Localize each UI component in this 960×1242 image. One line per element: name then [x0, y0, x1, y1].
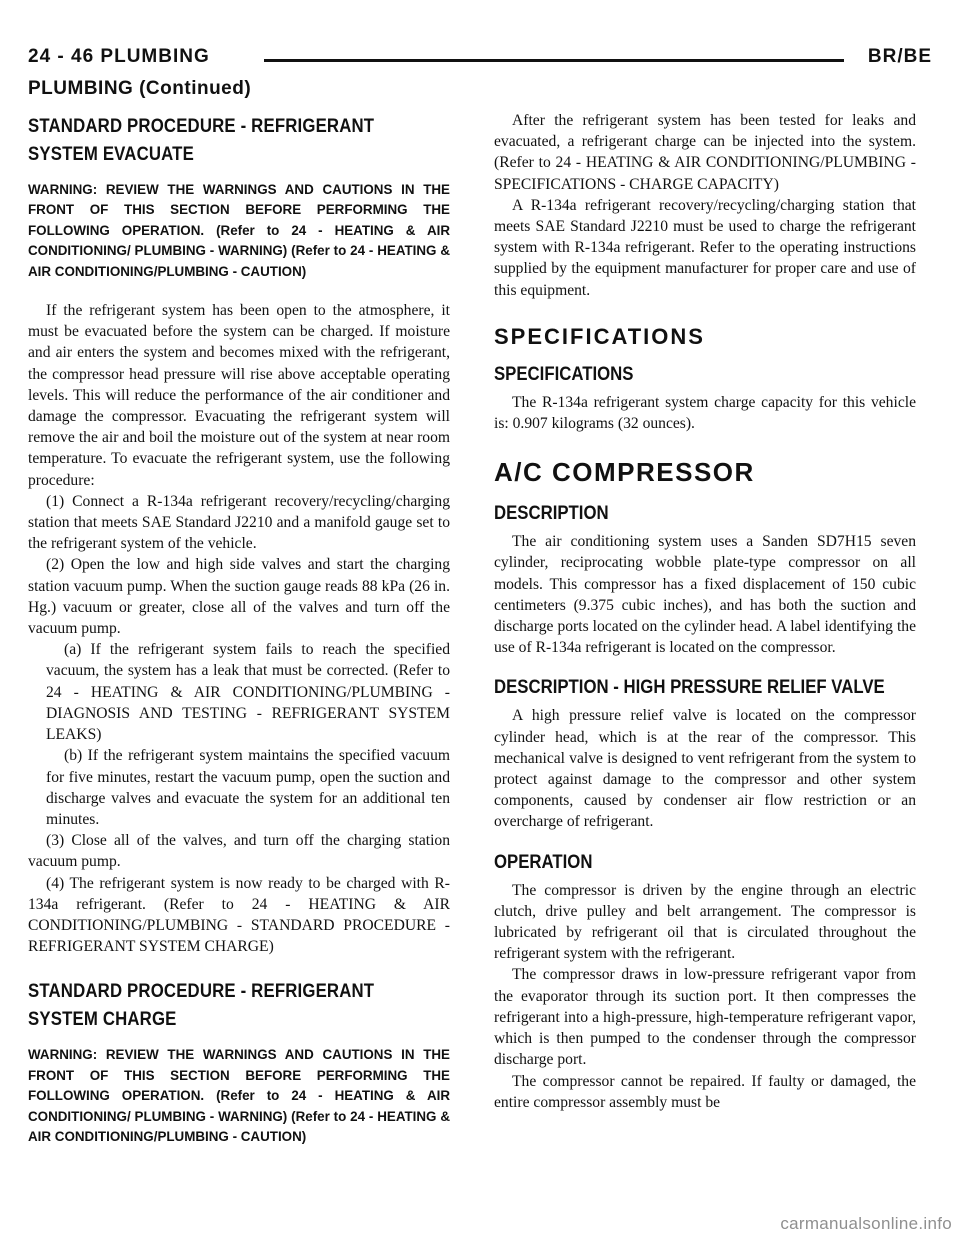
watermark: carmanualsonline.info — [780, 1214, 952, 1233]
charge-warning: WARNING: REVIEW THE WARNINGS AND CAUTIONS IN THE FRONT OF THIS SECTION BEFORE PERFORMING THE FOLLOWING OPERATION. (Refer to 24 - HEATING & AIR CONDITIONING/ PLUMBING - WARNING) (Refer to 24 - HEATING & AIR CONDITIONING/PLUMBING - CAUTION) — [28, 1047, 450, 1144]
model-code: BR/BE — [867, 46, 932, 67]
evacuate-step-3: (3) Close all of the valves, and turn off the charging station vacuum pump. — [28, 832, 450, 871]
description-text: The air conditioning system uses a Sanden SD7H15 seven cylinder, reciprocating wobble plate-type compressor on all models. This compressor has a fixed displacement of 150 cubic centimeters (9.375 cubic inches), and has both the suction and discharge ports located on the cylinder head. A label identifying the use of R-134a refrigerant is located on the compressor. — [494, 533, 916, 657]
charge-paragraph-2: A R-134a refrigerant recovery/recycling/charging station that meets SAE Standard J2210 must be used to charge the refrigerant system with R-134a refrigerant. Refer to the operating instructions supplied by the equipment manufacturer for proper care and use of this equipment. — [494, 196, 916, 299]
header-rule — [264, 59, 844, 62]
specifications-heading: SPECIFICATIONS — [494, 362, 634, 385]
operation-paragraph-3: The compressor cannot be repaired. If faulty or damaged, the entire compressor assembly must be — [494, 1072, 916, 1111]
relief-valve-heading: DESCRIPTION - HIGH PRESSURE RELIEF VALVE — [494, 676, 885, 699]
evacuate-step-2b: (b) If the refrigerant system maintains the specified vacuum for five minutes, restart the vacuum pump, open the suction and discharge valves and evacuate the system for an additional ten minutes. — [46, 747, 450, 828]
compressor-title: A/C COMPRESSOR — [494, 457, 755, 488]
continued-heading: PLUMBING (Continued) — [28, 78, 252, 99]
operation-paragraph-1: The compressor is driven by the engine through an electric clutch, drive pulley and belt arrangement. The compressor is lubricated by refrigerant oil that is circulated throughout the refrigerant system with the refrigerant. — [494, 881, 916, 963]
page-number-section: 24 - 46 PLUMBING — [28, 46, 210, 67]
charge-paragraph-1: After the refrigerant system has been tested for leaks and evacuated, a refrigerant charge can be injected into the system. (Refer to 24 - HEATING & AIR CONDITIONING/PLUMBING - SPECIFICATIONS - CHARGE CAPACITY) — [494, 112, 916, 193]
evacuate-warning: WARNING: REVIEW THE WARNINGS AND CAUTIONS IN THE FRONT OF THIS SECTION BEFORE PERFORMING THE FOLLOWING OPERATION. (Refer to 24 - HEATING & AIR CONDITIONING/ PLUMBING - WARNING) (Refer to 24 - HEATING & AIR CONDITIONING/PLUMBING - CAUTION) — [28, 182, 450, 279]
operation-paragraph-2: The compressor draws in low-pressure refrigerant vapor from the evaporator through its suction port. It then compresses the refrigerant into a high-pressure, high-temperature refrigerant vapor, which is then pumped to the condenser through the compressor discharge port. — [494, 966, 916, 1069]
evacuate-step-1: (1) Connect a R-134a refrigerant recovery/recycling/charging station that meets SAE Standard J2210 and a manifold gauge set to the refrigerant system of the vehicle. — [28, 492, 450, 553]
charge-heading: STANDARD PROCEDURE - REFRIGERANT SYSTEM CHARGE — [28, 980, 375, 1031]
evacuate-intro: If the refrigerant system has been open to the atmosphere, it must be evacuated before the system can be charged. If moisture and air enters the system and becomes mixed with the refrigerant, the compressor head pressure will rise above acceptable operating levels. This will reduce the performance of the air conditioner and damage the compressor. Evacuating the refrigerant system will remove the air and boil the moisture out of the system at near room temperature. To evacuate the refrigerant system, use the following procedure: — [28, 302, 450, 489]
description-heading: DESCRIPTION — [494, 502, 609, 525]
evacuate-heading: STANDARD PROCEDURE - REFRIGERANT SYSTEM EVACUATE — [28, 115, 375, 165]
relief-valve-text: A high pressure relief valve is located on the compressor cylinder head, which is at the rear of the compressor. This mechanical valve is designed to vent refrigerant from the system to protect against damage to the compressor and other system components, caused by condenser air flow restriction or an overcharge of refrigerant. — [494, 707, 916, 831]
specifications-section-title: SPECIFICATIONS — [494, 323, 705, 349]
page-header — [28, 46, 932, 76]
evacuate-step-2: (2) Open the low and high side valves and start the charging station vacuum pump. When the suction gauge reads 88 kPa (26 in. Hg.) vacuum or greater, close all of the valves and turn off the vacuum pump. — [28, 556, 450, 638]
left-column — [28, 112, 450, 1165]
operation-heading: OPERATION — [494, 850, 593, 873]
specifications-text: The R-134a refrigerant system charge capacity for this vehicle is: 0.907 kilograms (32 ounces). — [494, 393, 916, 433]
right-column — [494, 110, 916, 1113]
evacuate-step-4: (4) The refrigerant system is now ready to be charged with R-134a refrigerant. (Refer to 24 - HEATING & AIR CONDITIONING/PLUMBING - STANDARD PROCEDURE - REFRIGERANT SYSTEM CHARGE) — [28, 874, 450, 956]
evacuate-step-2a: (a) If the refrigerant system fails to reach the specified vacuum, the system has a leak that must be corrected. (Refer to 24 - HEATING & AIR CONDITIONING/PLUMBING - DIAGNOSIS AND TESTING - REFRIGERANT SYSTEM LEAKS) — [46, 641, 450, 744]
